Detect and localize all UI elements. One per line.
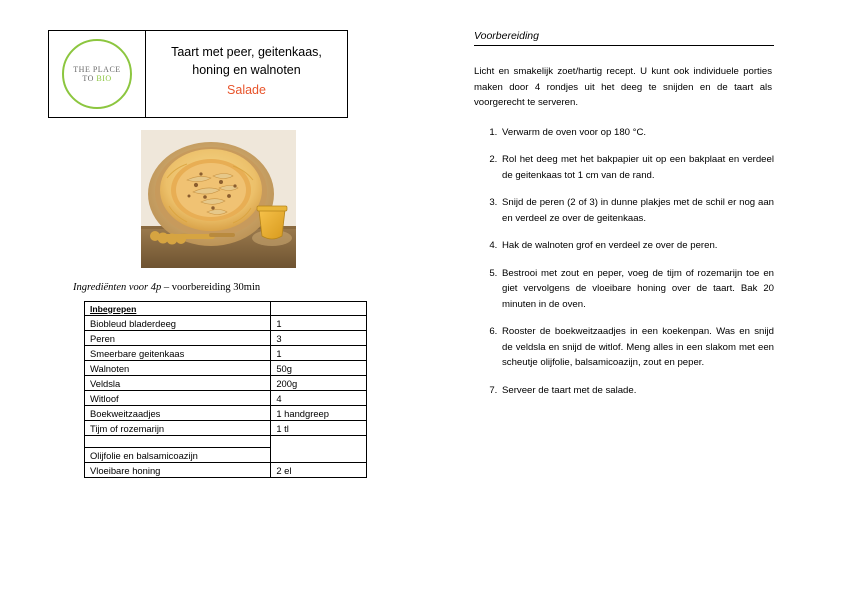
logo-to-text: TO	[82, 74, 97, 83]
table-row	[85, 331, 367, 346]
table-row	[85, 463, 367, 478]
preparation-step: 7. Serveer de taart met de salade.	[500, 383, 774, 399]
ingredient-qty	[271, 448, 367, 463]
preparation-step: 5. Bestrooi met zout en peper, voeg de tijm of rozemarijn toe en giet vervolgens de vloeibare honing over de taart. Bak 20 minuten in de oven.	[500, 266, 774, 313]
ingredient-qty: 2 el	[271, 463, 367, 478]
preparation-step: 6. Rooster de boekweitzaadjes in een koekenpan. Was en snijd de veldsla en snijd de witlof. Meng alles in een slakom met een scheutje olijfolie, balsamicoazijn, zout en peper.	[500, 324, 774, 371]
preparation-step: 3. Snijd de peren (2 of 3) in dunne plakjes met de schil er nog aan en verdeel ze over de geitenkaas.	[500, 195, 774, 226]
ingredient-name: Peren	[85, 331, 271, 346]
logo-line-1: THE PLACE	[73, 64, 121, 74]
logo-bio-text: BIO	[96, 74, 112, 83]
table-header-qty	[271, 302, 367, 316]
ingredient-name: Boekweitzaadjes	[85, 406, 271, 421]
preparation-step: 1. Verwarm de oven voor op 180 °C.	[500, 125, 774, 141]
ingredient-qty: 1	[271, 346, 367, 361]
ingredient-qty: 1 tl	[271, 421, 367, 436]
ingredient-qty: 1	[271, 316, 367, 331]
ingredient-name: Veldsla	[85, 376, 271, 391]
galette-photo-illustration	[141, 130, 296, 268]
table-row	[85, 376, 367, 391]
brand-logo-cell	[49, 31, 146, 117]
recipe-photo	[141, 130, 296, 268]
preparation-steps	[474, 125, 774, 399]
table-row	[85, 361, 367, 376]
ingredients-table	[84, 301, 367, 478]
ingredient-name: Biobleud bladerdeeg	[85, 316, 271, 331]
preparation-intro: Licht en smakelijk zoet/hartig recept. U kunt ook individuele porties maken door 4 rondjes uit het deeg te snijden en de taart als voorgerecht te serveren.	[474, 66, 772, 109]
ingredient-qty: 50g	[271, 361, 367, 376]
ingredients-caption	[73, 282, 400, 293]
ingredient-name: Walnoten	[85, 361, 271, 376]
ingredients-caption-rest: – voorbereiding 30min	[163, 282, 261, 293]
table-header-included: Inbegrepen	[85, 302, 271, 316]
recipe-header	[48, 30, 348, 118]
logo-line-2	[82, 74, 111, 83]
table-row	[85, 448, 367, 463]
recipe-subtitle: Salade	[227, 83, 266, 98]
ingredient-name: Tijm of rozemarijn	[85, 421, 271, 436]
spacer-cell	[85, 436, 271, 448]
ingredient-name: Smeerbare geitenkaas	[85, 346, 271, 361]
table-row	[85, 316, 367, 331]
ingredient-qty: 1 handgreep	[271, 406, 367, 421]
ingredient-qty: 200g	[271, 376, 367, 391]
recipe-title-cell	[146, 31, 347, 117]
preparation-column	[474, 30, 774, 411]
table-row	[85, 421, 367, 436]
table-row	[85, 391, 367, 406]
ingredient-qty: 3	[271, 331, 367, 346]
table-spacer-row	[85, 436, 367, 448]
spacer-cell	[271, 436, 367, 448]
logo-circle-icon	[62, 39, 132, 109]
preparation-step: 4. Hak de walnoten grof en verdeel ze over de peren.	[500, 238, 774, 254]
ingredient-qty: 4	[271, 391, 367, 406]
table-row	[85, 406, 367, 421]
table-header-row	[85, 302, 367, 316]
ingredients-caption-italic: Ingrediënten voor 4p	[73, 282, 162, 293]
ingredients-table-body	[85, 302, 367, 478]
preparation-step: 2. Rol het deeg met het bakpapier uit op een bakplaat en verdeel de geitenkaas tot 1 cm van de rand.	[500, 152, 774, 183]
ingredient-name: Vloeibare honing	[85, 463, 271, 478]
preparation-title: Voorbereiding	[474, 30, 774, 46]
table-row	[85, 346, 367, 361]
recipe-title: Taart met peer, geitenkaas, honing en walnoten	[171, 45, 322, 78]
ingredient-name: Olijfolie en balsamicoazijn	[85, 448, 271, 463]
recipe-column	[48, 30, 400, 478]
ingredient-name: Witloof	[85, 391, 271, 406]
